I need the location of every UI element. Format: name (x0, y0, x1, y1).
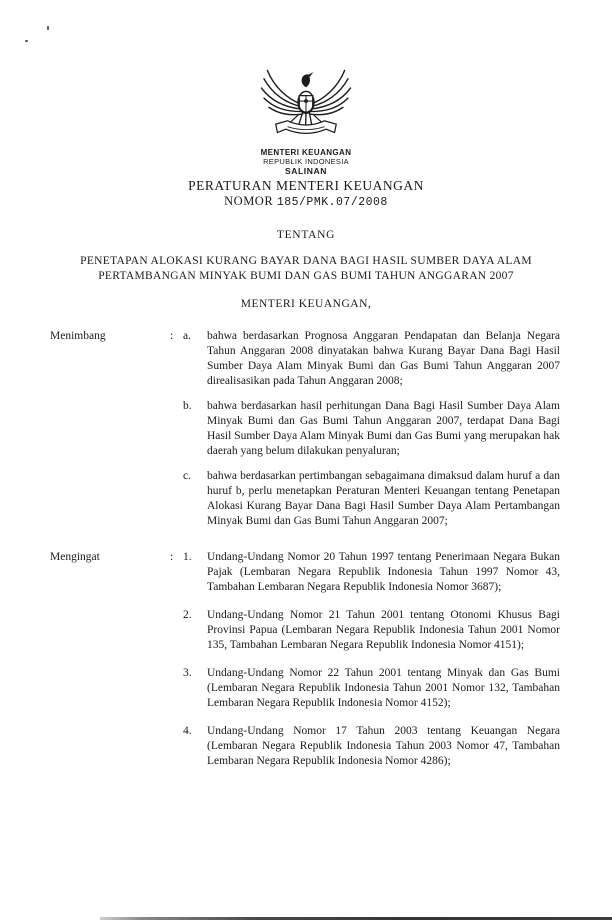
considering-item-marker: c. (183, 470, 191, 482)
recalling-item-text: Undang-Undang Nomor 21 Tahun 2001 tentang Otonomi Khusus Bagi Provinsi Papua (Lembaran Negara Republik Indonesia Tahun 2001 Nomor 135, Tambahan Lembaran Negara Republik Indonesia Nomor 4151); (207, 609, 560, 651)
regulation-number-label: NOMOR (224, 194, 274, 208)
recalling-label: Mengingat (50, 551, 100, 563)
garuda-pancasila-icon (255, 62, 357, 146)
issuing-authority: MENTERI KEUANGAN, (240, 298, 372, 310)
recalling-item-text: Undang-Undang Nomor 17 Tahun 2003 tentang Keuangan Negara (Lembaran Negara Republik Indonesia Tahun 2003 Nomor 47, Tambahan Lembaran Negara Republik Indonesia Nomor 4286); (207, 725, 560, 767)
recalling-section (50, 550, 560, 769)
recalling-item-text: Undang-Undang Nomor 20 Tahun 1997 tentang Penerimaan Negara Bukan Pajak (Lembaran Negara Republik Indonesia Tahun 1997 Nomor 43, Tambahan Lembaran Negara Republik Indonesia Nomor 3687); (207, 551, 560, 593)
considering-label: Menimbang (50, 330, 106, 342)
subject-title-line1: PENETAPAN ALOKASI KURANG BAYAR DANA BAGI HASIL SUMBER DAYA ALAM (80, 255, 532, 267)
considering-section (50, 329, 560, 529)
subject-title-line2: PERTAMBANGAN MINYAK BUMI DAN GAS BUMI TAHUN ANGGARAN 2007 (98, 270, 514, 282)
considering-item-marker: a. (183, 330, 191, 342)
recalling-item-marker: 3. (183, 667, 192, 679)
regulation-title: PERATURAN MENTERI KEUANGAN (188, 178, 424, 193)
recalling-item-marker: 4. (183, 725, 192, 737)
regulation-number-value: 185/PMK.07/2008 (276, 196, 388, 209)
regulation-number (0, 194, 612, 210)
considering-item-text: bahwa berdasarkan pertimbangan sebagaimana dimaksud dalam huruf a dan huruf b, perlu menetapkan Peraturan Menteri Keuangan tentang Penetapan Alokasi Kurang Bayar Dana Bagi Hasil Sumber Daya Alam Pertambangan Minyak Bumi dan Gas Bumi Tahun Anggaran 2007; (207, 470, 560, 527)
subject-title (0, 254, 612, 284)
recalling-separator: : (170, 551, 174, 563)
about-label: TENTANG (276, 229, 336, 241)
copy-label: SALINAN (285, 166, 327, 176)
scan-speck (25, 40, 28, 42)
recalling-item-marker: 2. (183, 609, 192, 621)
considering-item-text: bahwa berdasarkan Prognosa Anggaran Pendapatan dan Belanja Negara Tahun Anggaran 2008 dinyatakan bahwa Kurang Bayar Dana Bagi Hasil Sumber Daya Alam Minyak Bumi dan Gas Bumi Tahun Anggaran 2007 direalisasikan pada Tahun Anggaran 2008; (207, 330, 560, 387)
republic-name: REPUBLIK INDONESIA (263, 157, 349, 166)
considering-item-marker: b. (183, 400, 192, 412)
scan-speck (47, 26, 49, 30)
document-header (0, 0, 612, 210)
considering-item-text: bahwa berdasarkan hasil perhitungan Dana Bagi Hasil Sumber Daya Alam Minyak Bumi dan Gas Bumi Tahun Anggaran 2007, terdapat Dana Bagi Hasil Sumber Daya Alam Minyak Bumi dan Gas Bumi yang merupakan hak daerah yang belum dilakukan penyaluran; (207, 400, 560, 457)
considering-separator: : (170, 330, 174, 342)
recalling-item-marker: 1. (183, 551, 192, 563)
ministry-name: MENTERI KEUANGAN (260, 148, 352, 157)
recalling-item-text: Undang-Undang Nomor 22 Tahun 2001 tentang Minyak dan Gas Bumi (Lembaran Negara Republik Indonesia Tahun 2001 Nomor 132, Tambahan Lembaran Negara Republik Indonesia Nomor 4152); (207, 667, 560, 709)
